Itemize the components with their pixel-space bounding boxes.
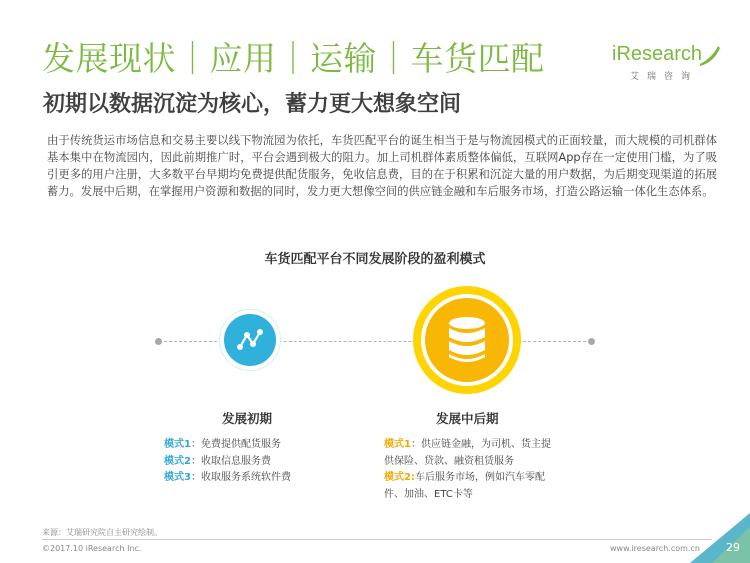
website-link: www.iresearch.com.cn [610,544,700,553]
logo-swoosh-icon [612,42,722,86]
page-subtitle: 初期以数据沉淀为核心，蓄力更大想象空间 [43,92,462,117]
timeline-end-dot [588,338,595,345]
list-item [384,437,559,470]
mode-separator: ： [410,439,421,450]
source-note: 来源：艾瑞研究院自主研究绘制。 [42,528,162,537]
database-icon [445,315,489,365]
mode-text: 收取服务系统软件费 [200,472,291,483]
mode-tag: 模式2: [384,472,415,483]
network-graph-icon [235,325,265,355]
mode-text: 免费提供配货服务 [200,439,281,450]
mode-separator: ： [190,472,201,483]
mode-text: 收取信息服务费 [200,455,271,467]
corner-decoration-icon [690,513,750,563]
logo-tagline: 艾瑞咨询 [630,72,699,82]
logo-brand: iResearch [612,43,703,65]
mode-tag: 模式3 [164,472,191,483]
early-mode-list [164,437,291,487]
stage-early-label: 发展初期 [222,411,273,426]
footer-divider [42,539,712,540]
mode-separator: ： [190,439,201,450]
page-title: 发展现状｜应用｜运输｜车货匹配 [42,39,545,78]
page-number: 29 [726,541,740,554]
stage-early-badge [219,309,281,371]
iresearch-logo [612,42,722,86]
mode-tag: 模式2 [164,455,191,467]
mode-text: 车后服务市场，例如汽车零配件、加油、ETC卡等 [384,472,545,500]
list-item [164,454,291,471]
stage-late-badge [413,286,521,394]
mode-tag: 模式1 [384,439,411,450]
list-item [384,470,559,503]
mode-separator: ： [190,455,201,467]
late-mode-list [384,437,559,503]
copyright: ©2017.10 iResearch Inc. [42,544,142,553]
intro-paragraph: 由于传统货运市场信息和交易主要以线下物流园为依托，车货匹配平台的诞生相当于是与物流园模式的正面较量，而大规模的司机群体基本集中在物流园内，因此前期推广时，平台会遇到极大的阻力。加上司机群体素质整体偏低，互联网App存在一定使用门槛，为了吸引更多的用户注册，大多数平台早期均免费提供配货服务，免收信息费，目的在于积累和沉淀大量的用户数据，为后期变现渠道的拓展蓄力。发展中后期，在掌握用户资源和数据的同时，发力更大想像空间的供应链金融和车后服务市场，打造公路运输一体化生态体系。 [47,134,717,198]
list-item [164,470,291,487]
diagram-title: 车货匹配平台不同发展阶段的盈利模式 [264,252,486,267]
list-item [164,437,291,454]
stage-late-label: 发展中后期 [436,411,499,426]
timeline-start-dot [155,338,162,345]
mode-tag: 模式1 [164,439,191,450]
mode-text: 供应链金融，为司机、货主提供保险、贷款、融资租赁服务 [384,439,551,467]
